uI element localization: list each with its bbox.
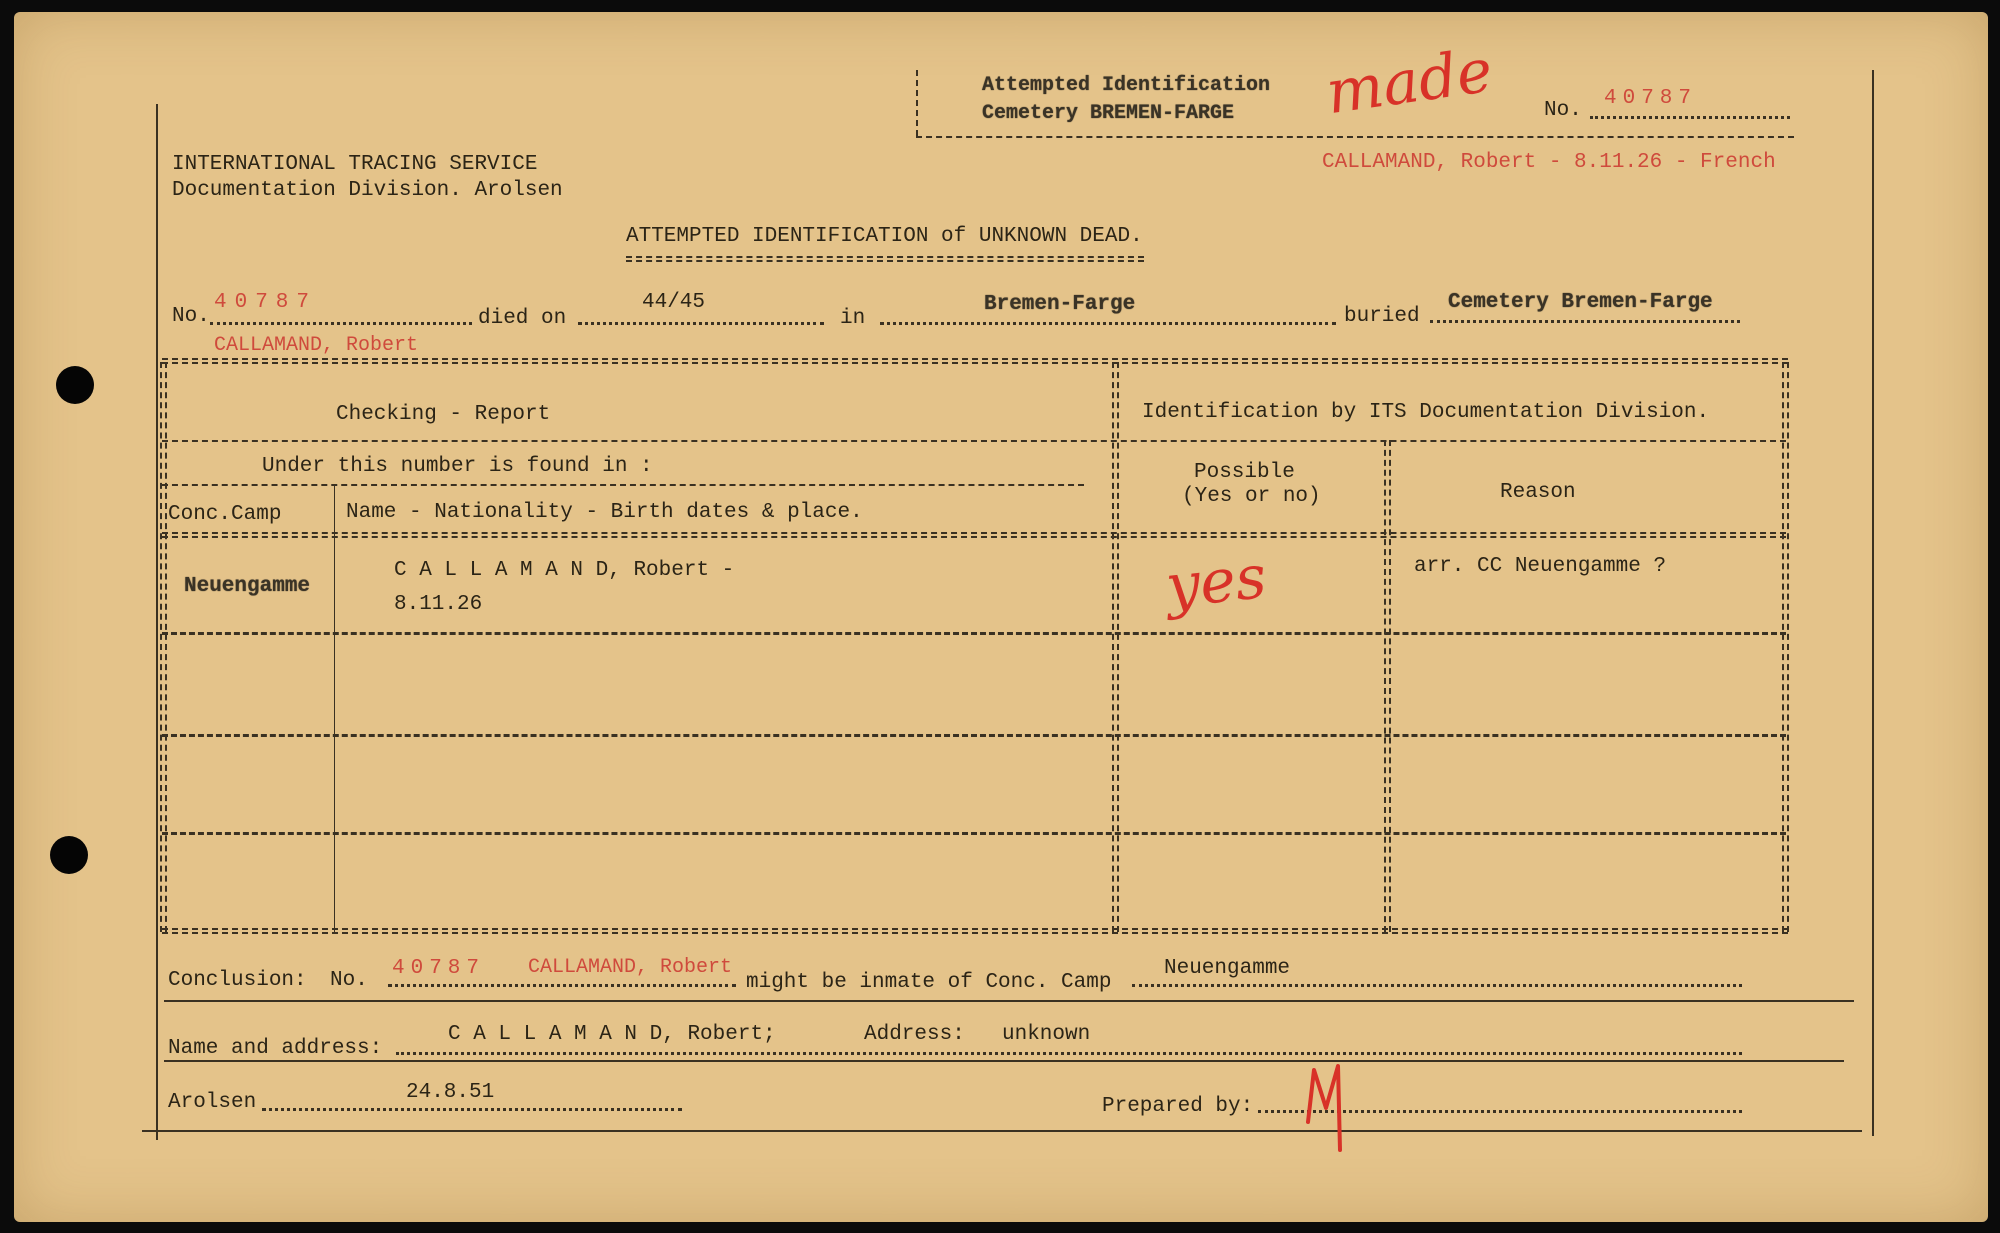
address-label: Address:: [864, 1023, 965, 1046]
subject-line: CALLAMAND, Robert - 8.11.26 - French: [1322, 151, 1776, 174]
conclusion-no-dots: [388, 984, 736, 987]
record-in-dots: [880, 322, 1336, 325]
title-double-underline: [626, 256, 1144, 262]
table-under-number: Under this number is found in :: [262, 455, 653, 478]
table-header-line: [162, 440, 1786, 442]
table-bottom-border: [162, 928, 1788, 934]
table-top-border: [162, 358, 1788, 364]
record-in-value: Bremen-Farge: [984, 293, 1136, 316]
record-no-dots: [210, 322, 472, 325]
header-box-line1: Attempted Identification: [982, 74, 1271, 97]
record-died-value: 44/45: [642, 291, 706, 314]
table-divider-main: [1112, 362, 1119, 932]
table-subheader-line: [162, 484, 1084, 486]
frame-left-line: [156, 104, 158, 1140]
table-divider-reason: [1384, 440, 1391, 932]
conclusion-camp-dots: [1132, 984, 1742, 987]
table-column-header-border: [162, 532, 1786, 538]
name-address-name: C A L L A M A N D, Robert;: [448, 1023, 776, 1046]
record-buried-dots: [1430, 320, 1740, 323]
org-line1: INTERNATIONAL TRACING SERVICE: [172, 153, 538, 176]
row-reason: arr. CC Neuengamme ?: [1414, 555, 1667, 578]
record-died-label: died on: [478, 307, 567, 330]
row-details-2: 8.11.26: [394, 593, 483, 616]
header-box-no-dots: [1590, 116, 1790, 119]
conclusion-no-value: 40787: [392, 957, 486, 980]
row-details-1: C A L L A M A N D, Robert -: [394, 559, 735, 582]
table-right-border: [1782, 362, 1789, 932]
table-row-line-3: [162, 832, 1786, 835]
header-box-line2: Cemetery BREMEN-FARGE: [982, 102, 1235, 125]
table-col-camp: Conc.Camp: [168, 503, 282, 526]
record-no-value: 40787: [214, 291, 318, 314]
conclusion-rule: [164, 1000, 1854, 1002]
signature-initial: [1304, 1062, 1364, 1158]
name-address-dots: [396, 1052, 1742, 1055]
org-line2: Documentation Division. Arolsen: [172, 179, 563, 202]
frame-right-line: [1872, 70, 1874, 1136]
table-col-possible-1: Possible: [1194, 461, 1295, 484]
frame-bottom-line: [142, 1130, 1862, 1132]
table-row-line-2: [162, 734, 1786, 737]
page-title: ATTEMPTED IDENTIFICATION of UNKNOWN DEAD.: [626, 225, 1143, 248]
record-name: CALLAMAND, Robert: [214, 334, 419, 357]
table-col-details: Name - Nationality - Birth dates & place.: [346, 501, 863, 524]
footer-date: 24.8.51: [406, 1081, 495, 1104]
header-box-no-label: No.: [1544, 99, 1582, 122]
row-camp: Neuengamme: [184, 575, 311, 598]
conclusion-camp: Neuengamme: [1164, 957, 1291, 980]
punch-hole-top: [56, 366, 94, 404]
table-col-possible-2: (Yes or no): [1182, 485, 1321, 508]
footer-date-dots: [262, 1108, 682, 1111]
table-checking-report: Checking - Report: [336, 403, 551, 426]
table-row-line-1: [162, 632, 1786, 635]
name-address-rule: [164, 1060, 1844, 1062]
table-identification-header: Identification by ITS Documentation Division.: [1142, 401, 1710, 424]
conclusion-no-label: No.: [330, 969, 368, 992]
record-buried-label: buried: [1344, 305, 1420, 328]
table-col-reason: Reason: [1500, 481, 1576, 504]
table-left-border: [160, 362, 167, 932]
header-box-divider: [916, 70, 918, 136]
footer-prepared-label: Prepared by:: [1102, 1095, 1254, 1118]
footer-place: Arolsen: [168, 1091, 257, 1114]
record-in-label: in: [840, 307, 866, 330]
address-value: unknown: [1002, 1023, 1091, 1046]
record-died-dots: [578, 322, 824, 325]
header-box-underline: [916, 136, 1794, 138]
record-no-label: No.: [172, 305, 210, 328]
table-divider-camp: [334, 484, 335, 932]
header-box-no-value: 40787: [1604, 87, 1698, 110]
row-possible: yes: [1162, 541, 1270, 623]
conclusion-label: Conclusion:: [168, 969, 307, 992]
document-card: [14, 12, 1988, 1222]
conclusion-text: might be inmate of Conc. Camp: [746, 971, 1112, 994]
record-buried-value: Cemetery Bremen-Farge: [1448, 291, 1713, 314]
conclusion-name: CALLAMAND, Robert: [528, 956, 733, 979]
header-box-handwritten: made: [1321, 35, 1497, 129]
punch-hole-bottom: [50, 836, 88, 874]
name-address-label: Name and address:: [168, 1037, 383, 1060]
